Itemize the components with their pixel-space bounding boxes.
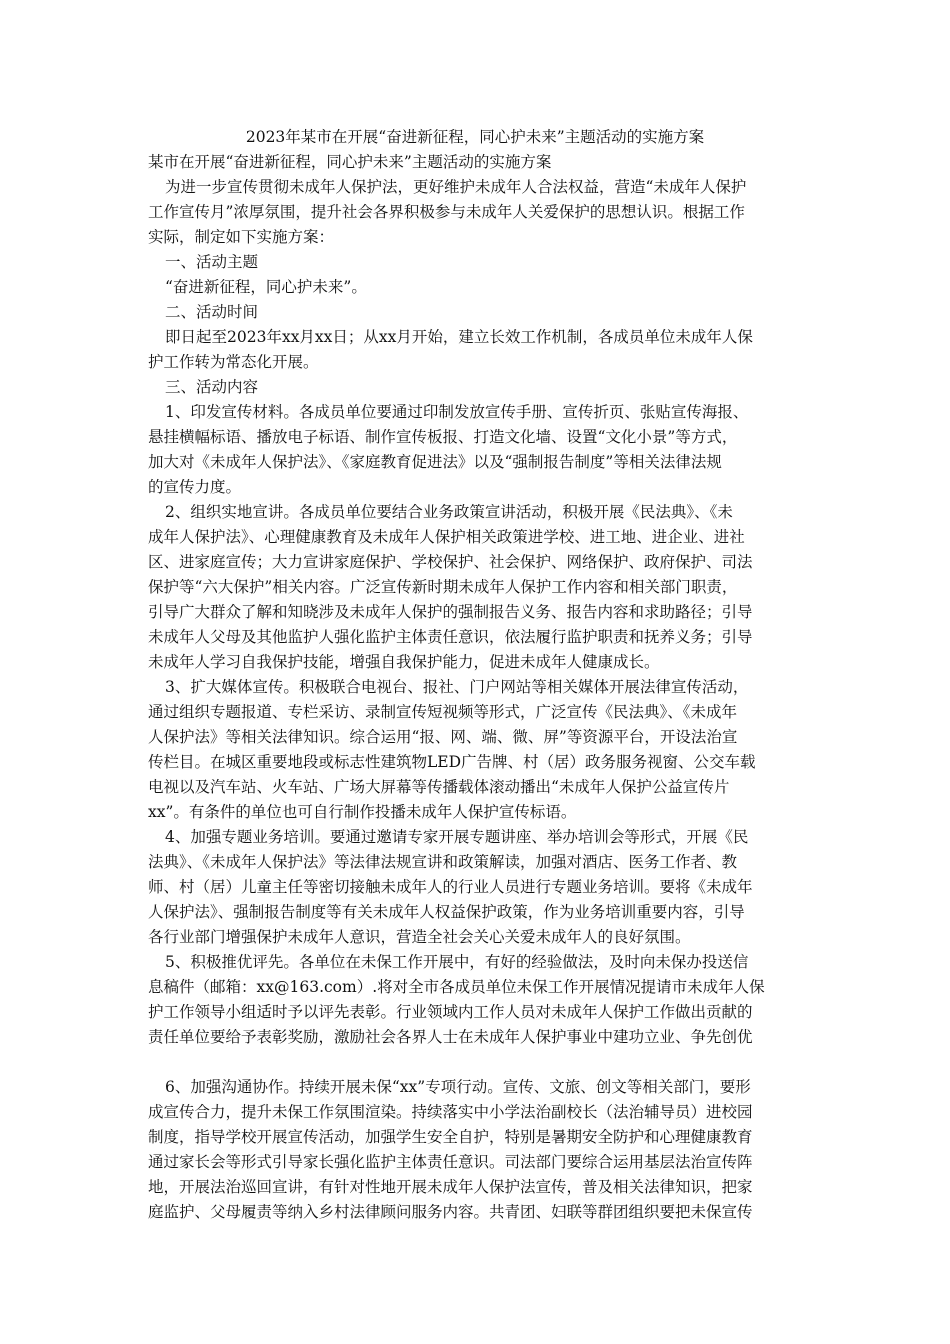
item-line: 引导广大群众了解和知晓涉及未成年人保护的强制报告义务、报告内容和求助路径；引导 [148,603,753,621]
intro-line: 工作宣传月”浓厚氛围，提升社会各界积极参与未成年人关爱保护的思想认识。根据工作 [148,203,745,221]
item-line: 电视以及汽车站、火车站、广场大屏幕等传播载体滚动播出“未成年人保护公益宣传片 [148,778,730,796]
item-line: 加大对《未成年人保护法》、《家庭教育促进法》以及“强制报告制度”等相关法律法规 [148,453,722,471]
item-line: 区、进家庭宣传；大力宣讲家庭保护、学校保护、社会保护、网络保护、政府保护、司法 [148,553,753,571]
item-line: 各行业部门增强保护未成年人意识，营造全社会关心关爱未成年人的良好氛围。 [148,928,691,946]
item-line: 保护等“六大保护”相关内容。广泛宣传新时期未成年人保护工作内容和相关部门职责， [148,578,738,596]
item-line: 制度，指导学校开展宣传活动，加强学生安全自护，特别是暑期安全防护和心理健康教育 [148,1128,753,1146]
item-line: 地，开展法治巡回宣讲，有针对性地开展未成年人保护法宣传，普及相关法律知识，把家 [148,1178,753,1196]
item-line: 3、扩大媒体宣传。积极联合电视台、报社、门户网站等相关媒体开展法律宣传活动， [165,678,749,696]
item-line: 庭监护、父母履责等纳入乡村法律顾问服务内容。共青团、妇联等群团组织要把未保宣传 [148,1203,753,1221]
item-line: 人保护法》等相关法律知识。综合运用“报、网、端、微、屏”等资源平台，开设法治宣 [148,728,738,746]
item-line: 成年人保护法》、心理健康教育及未成年人保护相关政策进学校、进工地、进企业、进社 [148,528,745,546]
item-line: 未成年人学习自我保护技能，增强自我保护能力，促进未成年人健康成长。 [148,653,660,671]
item-line: 4、加强专题业务培训。要通过邀请专家开展专题讲座、举办培训会等形式，开展《民 [165,828,749,846]
section-heading: 二、活动时间 [165,303,259,321]
item-line: 责任单位要给予表彰奖励，激励社会各界人士在未成年人保护事业中建功立业、争先创优 [148,1028,753,1046]
item-line: 通过组织专题报道、专栏采访、录制宣传短视频等形式，广泛宣传《民法典》、《未成年 [148,703,738,721]
item-line: 息稿件（邮箱：xx@163.com）.将对全市各成员单位未保工作开展情况提请市未成年人保 [148,978,765,996]
item-line: 2、组织实地宣讲。各成员单位要结合业务政策宣讲活动，积极开展《民法典》、《未 [165,503,733,521]
item-line: xx”。有条件的单位也可自行制作投播未成年人保护宣传标语。 [148,803,577,821]
item-line: 5、积极推优评先。各单位在未保工作开展中，有好的经验做法，及时向未保办投送信 [165,953,749,971]
section-text: 即日起至2023年xx月xx日；从xx月开始，建立长效工作机制，各成员单位未成年人保 [165,328,753,346]
item-line: 1、印发宣传材料。各成员单位要通过印制发放宣传手册、宣传折页、张贴宣传海报、 [165,403,749,421]
item-line: 传栏目。在城区重要地段或标志性建筑物LED广告牌、村（居）政务服务视窗、公交车载 [148,753,756,771]
item-line: 未成年人父母及其他监护人强化监护主体责任意识，依法履行监护职责和抚养义务；引导 [148,628,753,646]
document-title: 2023年某市在开展“奋进新征程，同心护未来”主题活动的实施方案 [245,128,705,146]
section-heading: 三、活动内容 [165,378,259,396]
item-line: 师、村（居）儿童主任等密切接触未成年人的行业人员进行专题业务培训。要将《未成年 [148,878,753,896]
item-line: 通过家长会等形式引导家长强化监护主体责任意识。司法部门要综合运用基层法治宣传阵 [148,1153,753,1171]
section-heading: 一、活动主题 [165,253,259,271]
document-subtitle: 某市在开展“奋进新征程，同心护未来”主题活动的实施方案 [148,153,552,171]
intro-line: 为进一步宣传贯彻未成年人保护法，更好维护未成年人合法权益，营造“未成年人保护 [165,178,747,196]
intro-line: 实际，制定如下实施方案： [148,228,335,246]
item-line: 人保护法》、强制报告制度等有关未成年人权益保护政策，作为业务培训重要内容，引导 [148,903,745,921]
item-line: 法典》、《未成年人保护法》等法律法规宣讲和政策解读，加强对酒店、医务工作者、教 [148,853,738,871]
item-line: 6、加强沟通协作。持续开展未保“xx”专项行动。宣传、文旅、创文等相关部门，要形 [165,1078,751,1096]
section-text: “奋进新征程，同心护未来”。 [165,278,367,296]
section-text: 护工作转为常态化开展。 [148,353,319,371]
item-line: 的宣传力度。 [148,478,242,496]
item-line: 护工作领导小组适时予以评先表彰。行业领域内工作人员对未成年人保护工作做出贡献的 [148,1003,753,1021]
item-line: 成宣传合力，提升未保工作氛围渲染。持续落实中小学法治副校长（法治辅导员）进校园 [148,1103,753,1121]
item-line: 悬挂横幅标语、播放电子标语、制作宣传板报、打造文化墙、设置“文化小景”等方式， [148,428,738,446]
